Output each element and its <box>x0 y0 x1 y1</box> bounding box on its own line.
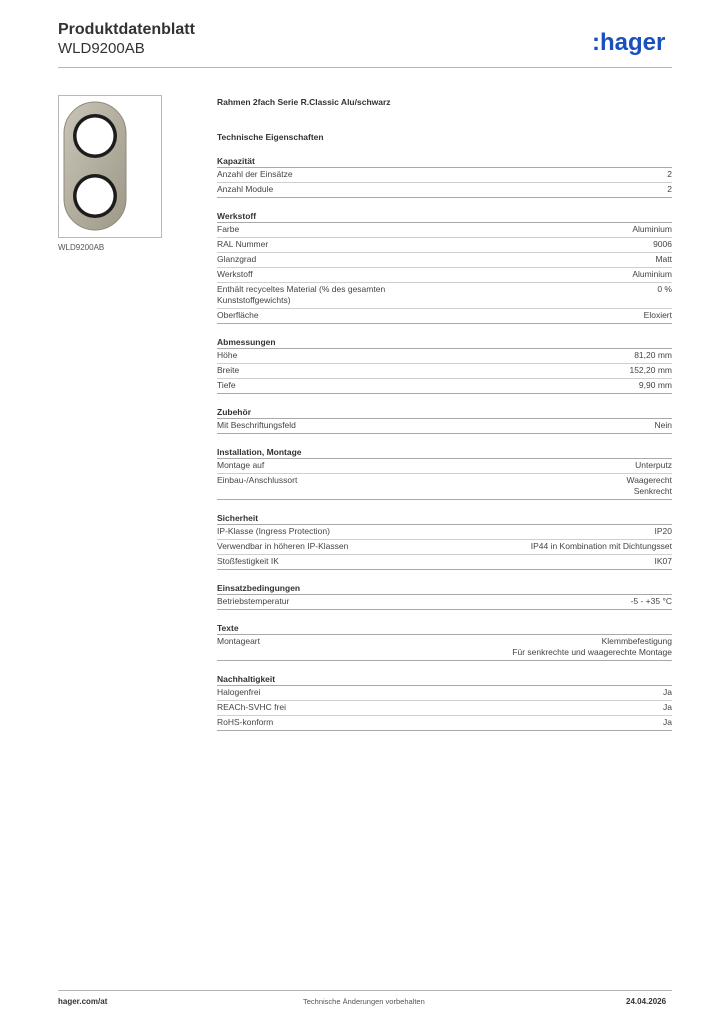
spec-row <box>217 525 672 540</box>
spec-label: Glanzgrad <box>217 254 257 264</box>
tech-heading: Technische Eigenschaften <box>217 132 324 142</box>
spec-row <box>217 419 672 434</box>
spec-section <box>217 210 672 324</box>
spec-row <box>217 349 672 364</box>
spec-row <box>217 701 672 716</box>
spec-value: Matt <box>655 254 672 264</box>
spec-content <box>217 96 672 731</box>
spec-row <box>217 283 672 309</box>
spec-section <box>217 155 672 198</box>
spec-value: 9,90 mm <box>638 380 672 390</box>
frame-illustration <box>59 96 161 237</box>
footer-note: Technische Änderungen vorbehalten <box>303 997 425 1006</box>
spec-row <box>217 716 672 731</box>
spec-value: Aluminium <box>632 224 672 234</box>
spec-label: Verwendbar in höheren IP-Klassen <box>217 541 349 551</box>
spec-value: 152,20 mm <box>629 365 672 375</box>
spec-label: Stoßfestigkeit IK <box>217 556 279 566</box>
spec-value: IK07 <box>654 556 672 566</box>
spec-value: 81,20 mm <box>634 350 672 360</box>
spec-value: -5 - +35 °C <box>630 596 672 606</box>
spec-row <box>217 183 672 198</box>
spec-label: Mit Beschriftungsfeld <box>217 420 296 430</box>
spec-label: Halogenfrei <box>217 687 261 697</box>
spec-value: Unterputz <box>635 460 672 470</box>
spec-label: Werkstoff <box>217 269 253 279</box>
footer-date: 24.04.2026 <box>626 997 667 1006</box>
spec-label: IP-Klasse (Ingress Protection) <box>217 526 330 536</box>
spec-label: Breite <box>217 365 240 375</box>
section-title: Kapazität <box>217 155 672 168</box>
spec-label: Anzahl der Einsätze <box>217 169 293 179</box>
spec-row <box>217 168 672 183</box>
spec-row <box>217 309 672 324</box>
spec-section <box>217 336 672 394</box>
spec-value: 9006 <box>653 239 672 249</box>
spec-row <box>217 555 672 570</box>
product-title: Rahmen 2fach Serie R.Classic Alu/schwarz <box>217 97 391 107</box>
spec-section <box>217 673 672 731</box>
page-title: Produktdatenblatt <box>58 21 195 38</box>
spec-value: 2 <box>667 184 672 194</box>
spec-label: Oberfläche <box>217 310 259 320</box>
spec-label: RoHS-konform <box>217 717 274 727</box>
spec-label: Montage auf <box>217 460 265 470</box>
spec-section <box>217 582 672 610</box>
spec-sections <box>217 155 672 731</box>
spec-row <box>217 364 672 379</box>
spec-row <box>217 223 672 238</box>
section-title: Zubehör <box>217 406 672 419</box>
svg-text::hager: :hager <box>592 29 666 56</box>
spec-row <box>217 253 672 268</box>
spec-value: Ja <box>663 717 672 727</box>
section-title: Nachhaltigkeit <box>217 673 672 686</box>
article-number: WLD9200AB <box>58 40 145 57</box>
spec-value: Nein <box>654 420 672 430</box>
spec-label: Montageart <box>217 636 260 646</box>
spec-row <box>217 474 672 500</box>
spec-value: IP44 in Kombination mit Dichtungsset <box>530 541 672 551</box>
spec-label: Tiefe <box>217 380 236 390</box>
spec-value: Ja <box>663 687 672 697</box>
section-title: Installation, Montage <box>217 446 672 459</box>
spec-value: 0 % <box>657 284 672 294</box>
spec-value: Waagerecht Senkrecht <box>626 475 672 496</box>
spec-row <box>217 686 672 701</box>
spec-label: RAL Nummer <box>217 239 269 249</box>
spec-value: Klemmbefestigung Für senkrechte und waagerechte Montage <box>512 636 672 657</box>
spec-label: Enthält recyceltes Material (% des gesamten Kunststoffgewichts) <box>217 284 386 305</box>
header-divider <box>58 67 672 68</box>
spec-label: Anzahl Module <box>217 184 274 194</box>
spec-row <box>217 459 672 474</box>
spec-row <box>217 238 672 253</box>
spec-value: Ja <box>663 702 672 712</box>
spec-row <box>217 379 672 394</box>
spec-row <box>217 595 672 610</box>
section-title: Einsatzbedingungen <box>217 582 672 595</box>
section-title: Abmessungen <box>217 336 672 349</box>
spec-row <box>217 540 672 555</box>
spec-label: Farbe <box>217 224 240 234</box>
spec-label: Höhe <box>217 350 238 360</box>
spec-row <box>217 635 672 661</box>
spec-value: Eloxiert <box>643 310 672 320</box>
spec-section <box>217 512 672 570</box>
spec-value: IP20 <box>654 526 672 536</box>
spec-label: REACh-SVHC frei <box>217 702 286 712</box>
spec-row <box>217 268 672 283</box>
hager-logo <box>592 28 676 58</box>
spec-label: Betriebstemperatur <box>217 596 290 606</box>
footer-divider <box>58 990 672 991</box>
spec-section <box>217 622 672 661</box>
spec-section <box>217 406 672 434</box>
section-title: Sicherheit <box>217 512 672 525</box>
spec-section <box>217 446 672 500</box>
product-image <box>58 95 162 238</box>
section-title: Werkstoff <box>217 210 672 223</box>
section-title: Texte <box>217 622 672 635</box>
spec-value: Aluminium <box>632 269 672 279</box>
spec-value: 2 <box>667 169 672 179</box>
spec-label: Einbau-/Anschlussort <box>217 475 298 485</box>
image-caption: WLD9200AB <box>58 243 105 252</box>
footer-website: hager.com/at <box>58 997 108 1006</box>
